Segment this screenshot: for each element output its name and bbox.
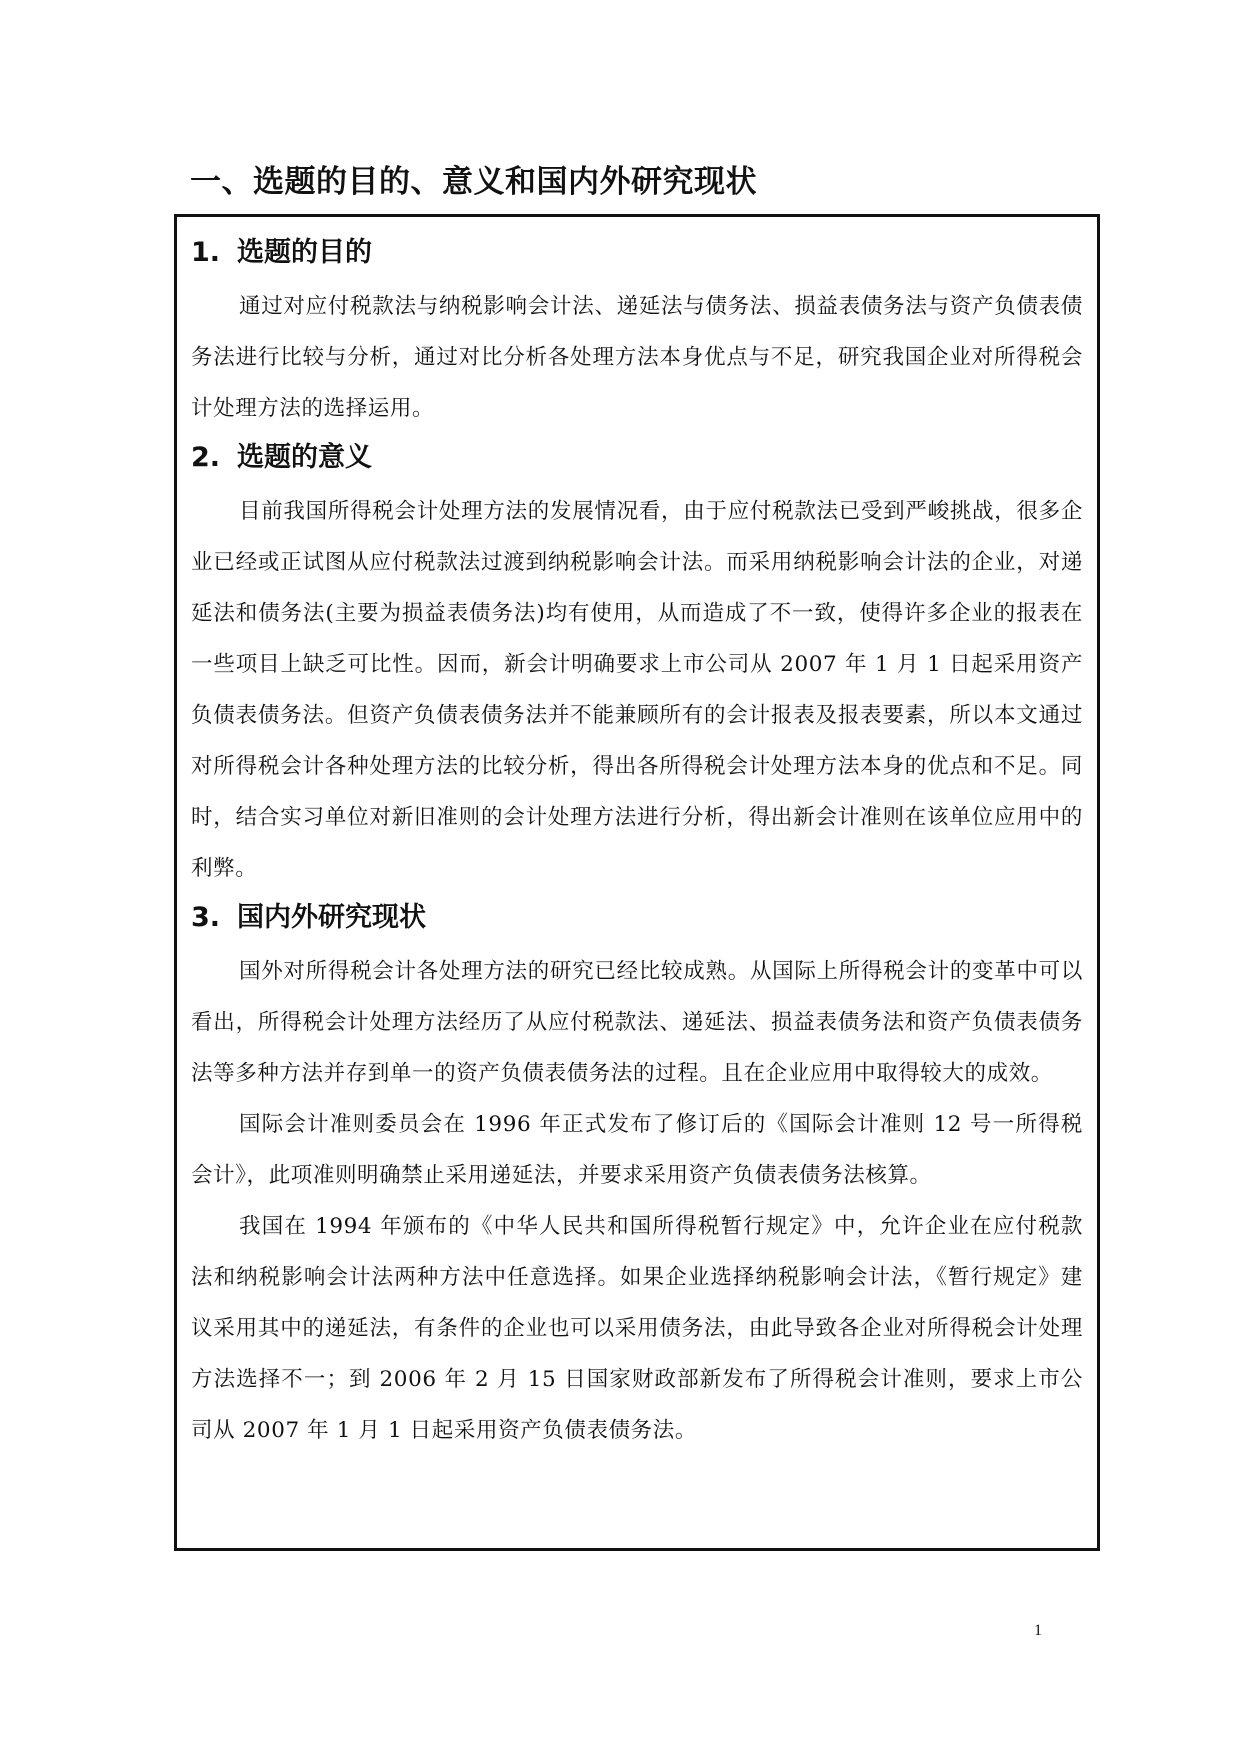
section-title-significance <box>191 434 1083 482</box>
paragraph: 我国在 1994 年颁布的《中华人民共和国所得税暂行规定》中，允许企业在应付税款法和纳税影响会计法两种方法中任意选择。如果企业选择纳税影响会计法，《暂行规定》建议采用其中的递延法，有条件的企业也可以采用债务法，由此导致各企业对所得税会计处理方法选择不一；到 2006 年 2 月 15 日国家财政部新发布了所得税会计准则，要求上市公司从 2007 年 1 月 1 日起采用资产负债表债务法。 <box>191 1214 1083 1443</box>
section-title-research-status <box>191 894 1083 942</box>
section-number: 2. <box>191 442 221 473</box>
paragraph: 国际会计准则委员会在 1996 年正式发布了修订后的《国际会计准则 12 号一所得税会计》，此项准则明确禁止采用递延法，并要求采用资产负债表债务法核算。 <box>191 1112 1083 1188</box>
content-box <box>174 214 1100 1551</box>
section-title-text: 选题的意义 <box>237 442 372 473</box>
paragraph: 通过对应付税款法与纳税影响会计法、递延法与债务法、损益表债务法与资产负债表债务法进行比较与分析，通过对比分析各处理方法本身优点与不足，研究我国企业对所得税会计处理方法的选择运用。 <box>191 294 1083 421</box>
section-title-text: 选题的目的 <box>237 237 372 268</box>
paragraph: 国外对所得税会计各处理方法的研究已经比较成熟。从国际上所得税会计的变革中可以看出，所得税会计处理方法经历了从应付税款法、递延法、损益表债务法和资产负债表债务法等多种方法并存到单一的资产负债表债务法的过程。且在企业应用中取得较大的成效。 <box>191 959 1083 1086</box>
paragraph: 目前我国所得税会计处理方法的发展情况看，由于应付税款法已受到严峻挑战，很多企业已经或正试图从应付税款法过渡到纳税影响会计法。而采用纳税影响会计法的企业，对递延法和债务法(主要为损益表债务法)均有使用，从而造成了不一致，使得许多企业的报表在一些项目上缺乏可比性。因而，新会计明确要求上市公司从 2007 年 1 月 1 日起采用资产负债表债务法。但资产负债表债务法并不能兼顾所有的会计报表及报表要素，所以本文通过对所得税会计各种处理方法的比较分析，得出各所得税会计处理方法本身的优点和不足。同时，结合实习单位对新旧准则的会计处理方法进行分析，得出新会计准则在该单位应用中的利弊。 <box>191 499 1083 881</box>
section-number: 1. <box>191 237 221 268</box>
section-number: 3. <box>191 902 221 933</box>
page-number: 1 <box>1034 1622 1042 1639</box>
section-title-purpose <box>191 229 1083 277</box>
section-title-text: 国内外研究现状 <box>237 902 426 933</box>
page-heading: 一、选题的目的、意义和国内外研究现状 <box>190 164 757 200</box>
